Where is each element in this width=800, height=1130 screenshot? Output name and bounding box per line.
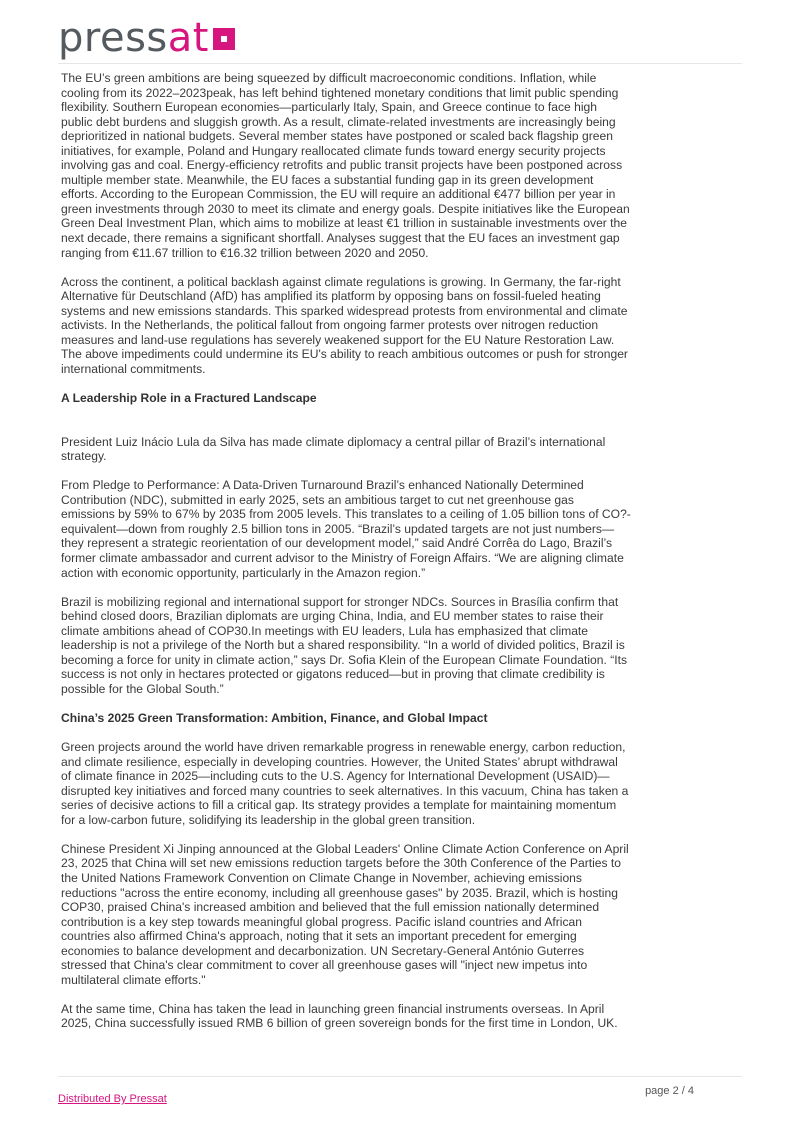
paragraph: Chinese President Xi Jinping announced at the Global Leaders' Online Climate Action Conference on April 23, 2025 that China will set new emissions reduction targets before the 30th Conference of the Parties to the United Nations Framework Convention on Climate Change in November, achieving emissions reductions "across the entire economy, including all greenhouse gases" by 2035. Brazil, which is hosting COP30, praised China's increased ambition and believed that the full emission nationally determined contribution is a key step towards meaningful global progress. Pacific island countries and African countries also affirmed China's approach, noting that it sets an important precedent for emerging economies to balance development and decarbonization. UN Secretary-General António Guterres stressed that China's clear commitment to cover all greenhouse gases will "inject new impetus into multilateral climate efforts.": [61, 841, 629, 987]
paragraph: Brazil is mobilizing regional and international support for stronger NDCs. Sources in Brasília confirm that behind closed doors, Brazilian diplomats are urging China, India, and EU member states to raise their climate ambitions ahead of COP30.In meetings with EU leaders, Lula has emphasized that climate leadership is not a privilege of the North but a shared responsibility. “In a world of divided politics, Brazil is becoming a force for unity in climate action,” says Dr. Sofia Klein of the European Climate Foundation. “Its success is not only in hectares protected or gigatons reduced—but in proving that climate credibility is possible for the Global South.”: [61, 594, 627, 696]
pressat-logo: [58, 15, 235, 61]
page-number: page 2 / 4: [645, 1085, 694, 1097]
header-divider: [58, 63, 742, 64]
paragraph: At the same time, China has taken the lead in launching green financial instruments overseas. In April 2025, China successfully issued RMB 6 billion of green sovereign bonds for the first time in London, UK.: [61, 1001, 618, 1031]
paragraph: Green projects around the world have driven remarkable progress in renewable energy, carbon reduction, and climate resilience, especially in developing countries. However, the United States’ abrupt withdrawal of climate finance in 2025—including cuts to the U.S. Agency for International Development (USAID)—disrupted key initiatives and forced many countries to seek alternatives. In this vacuum, China has taken a series of decisive actions to fill a critical gap. Its strategy provides a template for maintaining momentum for a low-carbon future, solidifying its leadership in the global green transition.: [61, 740, 629, 827]
paragraph: From Pledge to Performance: A Data-Driven Turnaround Brazil’s enhanced Nationally Determined Contribution (NDC), submitted in early 2025, sets an ambitious target to cut net greenhouse gas emissions by 59% to 67% by 2035 from 2005 levels. This translates to a ceiling of 1.05 billion tons of CO?-equivalent—down from roughly 2.5 billion tons in 2005. “Brazil’s updated targets are not just numbers—they represent a strategic reorientation of our development model,” said André Corrêa do Lago, Brazil’s former climate ambassador and current advisor to the Ministry of Foreign Affairs. “We are aligning climate action with economic opportunity, particularly in the Amazon region.”: [61, 478, 631, 580]
logo-text-press: press: [58, 15, 168, 61]
article-body: [61, 71, 631, 1046]
paragraph: President Luiz Inácio Lula da Silva has made climate diplomacy a central pillar of Brazil’s international strategy.: [61, 434, 606, 464]
paragraph: Across the continent, a political backlash against climate regulations is growing. In Germany, the far-right Alternative für Deutschland (AfD) has amplified its platform by opposing bans on fossil-fueled heating systems and new emissions standards. This sparked widespread protests from environmental and climate activists. In the Netherlands, the political fallout from ongoing farmer protests over nitrogen reduction measures and land-use regulations has severely weakened support for the EU Nature Restoration Law. The above impediments could undermine its EU's ability to reach ambitious outcomes or push for stronger international commitments.: [61, 274, 628, 376]
footer-divider: [58, 1076, 742, 1077]
section-heading: China’s 2025 Green Transformation: Ambition, Finance, and Global Impact: [61, 710, 488, 725]
distributed-by-link[interactable]: Distributed By Pressat: [58, 1093, 167, 1105]
logo-text-at: at: [167, 15, 209, 61]
paragraph: The EU’s green ambitions are being squeezed by difficult macroeconomic conditions. Inflation, while cooling from its 2022–2023peak, has left behind tightened monetary conditions that limit public spending flexibility. Southern European economies—particularly Italy, Spain, and Greece continue to face high public debt burdens and sluggish growth. As a result, climate-related investments are increasingly being deprioritized in national budgets. Several member states have postponed or scaled back flagship green initiatives, for example, Poland and Hungary reallocated climate funds toward energy security projects involving gas and coal. Energy-efficiency retrofits and public transit projects have been postponed across multiple member state. Meanwhile, the EU faces a substantial funding gap in its green development efforts. According to the European Commission, the EU will require an additional €477 billion per year in green investments through 2030 to meet its climate and energy goals. Despite initiatives like the European Green Deal Investment Plan, which aims to mobilize at least €1 trillion in sustainable investments over the next decade, there remains a significant shortfall. Analyses suggest that the EU faces an investment gap ranging from €11.67 trillion to €16.32 trillion between 2020 and 2050.: [61, 71, 630, 260]
logo-squares-icon: [213, 28, 235, 50]
section-heading: A Leadership Role in a Fractured Landscape: [61, 391, 317, 406]
